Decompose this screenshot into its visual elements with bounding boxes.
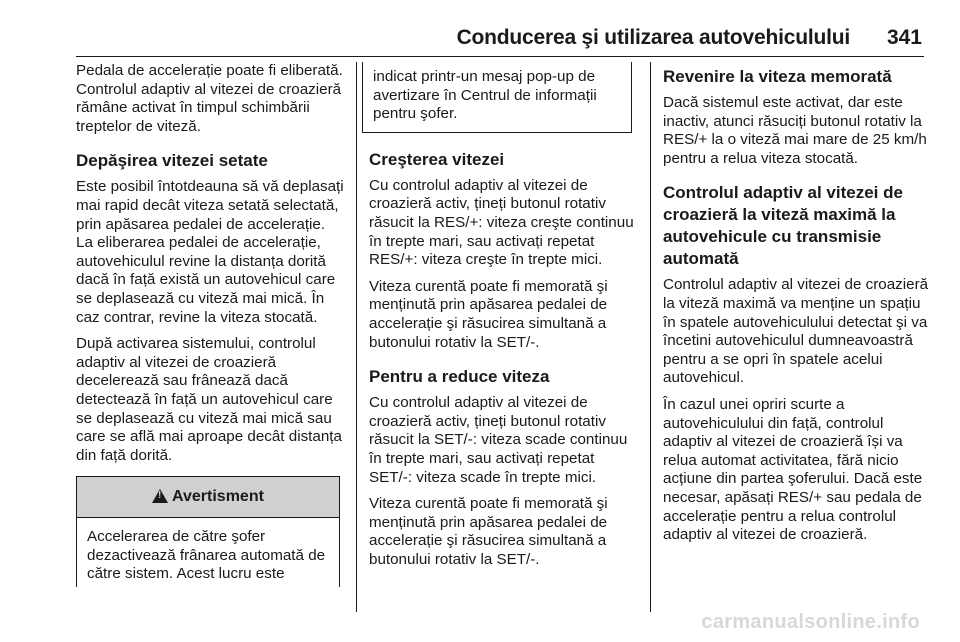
warning-box [76,476,340,587]
page-header [0,0,960,60]
section-heading-cresterea: Creşterea vitezei [369,149,505,169]
warning-continued: indicat printr-un mesaj pop-up de avertizare în Centrul de informații pentru şofer. [362,62,632,133]
paragraph: Dacă sistemul este activat, dar este inactiv, atunci răsuciți butonul rotativ la RES/+ la o viteză mai mare de 25 km/h pentru a relua viteza stocată. [663,94,927,167]
section-heading-revenire: Revenire la viteza memorată [663,67,892,86]
watermark: carmanualsonline.info [701,611,920,633]
paragraph: Cu controlul adaptiv al vitezei de croazieră activ, țineți butonul rotativ răsucit la RES/+: viteza creşte continuu în trepte mari, sau activați repetat RES/+: viteza creşte în trepte mici. [369,176,634,269]
column-divider-2 [650,62,651,612]
column-divider-1 [356,62,357,612]
paragraph: Controlul adaptiv al vitezei de croazieră la viteză maximă va menține un spațiu în spatele autovehiculului detectat şi va încetini autovehiculul dumneavoastră pentru a se opri în spatele acelui autovehicul. [663,276,929,387]
paragraph: Cu controlul adaptiv al vitezei de croazieră activ, țineți butonul rotativ răsucit la SET/-: viteza scade continuu în trepte mari, sau activați repetat SET/-: viteza scade în trepte mici. [369,394,628,486]
paragraph: Este posibil întotdeauna să vă deplasați mai rapid decât viteza setată selectată, prin apăsarea pedalei de accelerație. La eliberarea pedalei de accelerație, autovehiculul revine la distanța dorită dacă în față există un autovehicul care se deplasează cu viteză mai mică. În caz contrar, revine la viteza stocată. [76,178,344,326]
column-3 [663,62,931,553]
paragraph: Pedala de accelerație poate fi eliberată. Controlul adaptiv al vitezei de croazieră rămâne activat în timpul schimbării treptelor de viteză. [76,62,343,135]
paragraph: În cazul unei opriri scurte a autovehiculului din față, controlul adaptiv al vitezei de croazieră își va relua automat activitatea, fără nicio acțiune din partea şoferului. Dacă este necesar, apăsați RES/+ sau pedala de accelerație pentru a relua controlul adaptiv al vitezei de croazieră. [663,395,923,544]
warning-title: Avertisment [172,488,264,505]
column-1 [76,62,344,473]
column-2 [369,62,637,577]
section-heading-depasirea: Depăşirea vitezei setate [76,151,268,171]
section-heading-reduce: Pentru a reduce viteza [369,367,550,387]
section-heading-controlul: Controlul adaptiv al vitezei de croazieră la viteză maximă la autovehicule cu transmisie automată [663,183,903,269]
warning-header [77,477,339,518]
paragraph: Viteza curentă poate fi memorată şi menținută prin apăsarea pedalei de accelerație şi răsucirea simultană a butonului rotativ la SET/-. [369,495,608,568]
header-title: Conducerea şi utilizarea autovehiculului [456,26,850,49]
paragraph: După activarea sistemului, controlul adaptiv al vitezei de croazieră decelerează sau frânează dacă detectează în față un autovehicul care se deplasează cu viteză mai mică sau care se află mai aproape decât distanța din față dorită. [76,335,342,464]
warning-triangle-icon [152,489,168,503]
warning-body: Accelerarea de către şofer dezactivează frânarea automată de către sistem. Acest lucru este [87,528,326,583]
paragraph: Viteza curentă poate fi memorată şi menținută prin apăsarea pedalei de accelerație şi răsucirea simultană a butonului rotativ la SET/-. [369,277,608,351]
page-number: 341 [886,26,922,49]
header-divider [76,56,924,57]
